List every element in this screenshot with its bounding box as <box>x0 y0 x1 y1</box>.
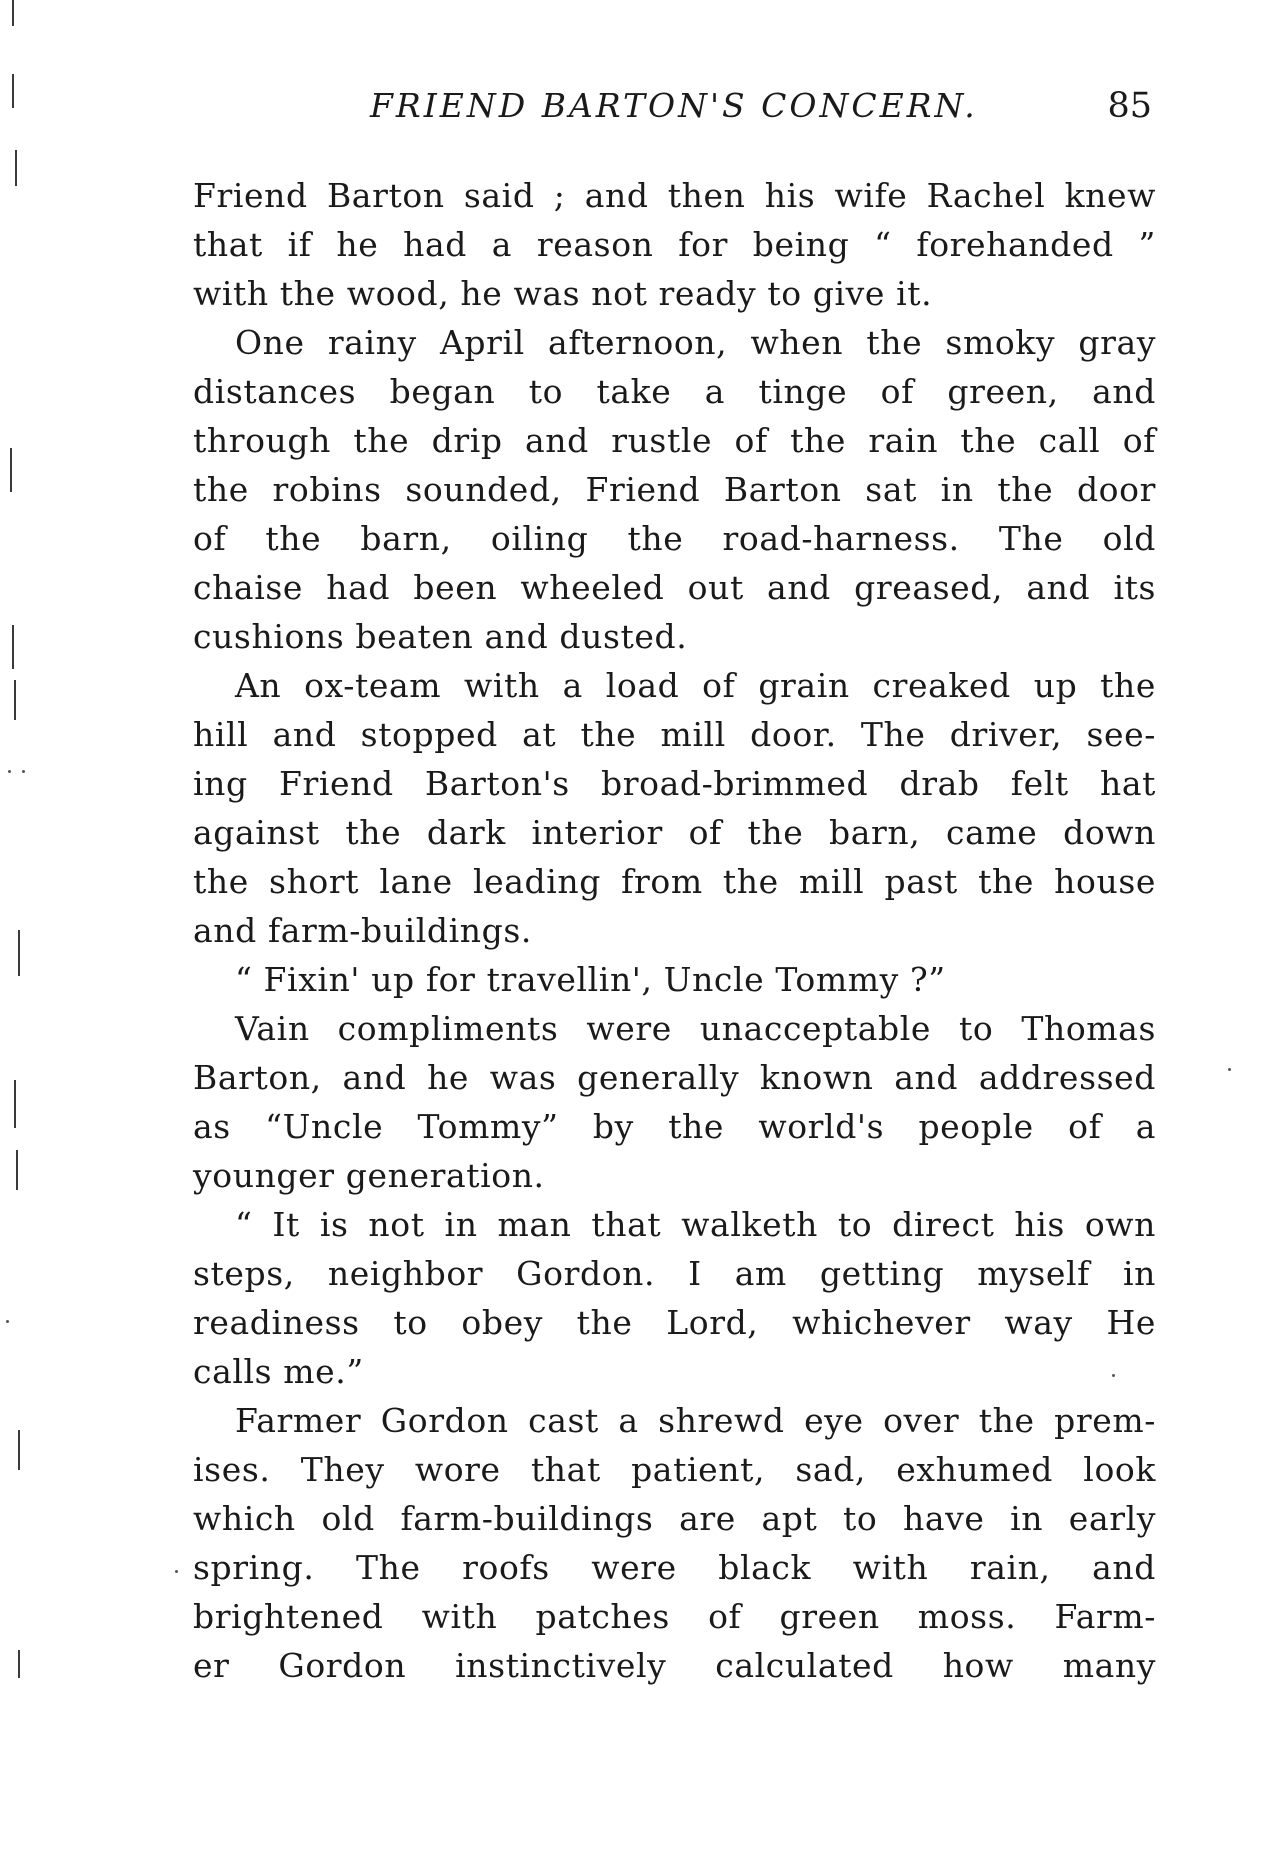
text-line: spring. The roofs were black with rain, and <box>193 1548 1156 1587</box>
text-line: against the dark interior of the barn, came down <box>193 813 1156 852</box>
text-line: steps, neighbor Gordon. I am getting myself in <box>193 1254 1156 1293</box>
text-line: An ox-team with a load of grain creaked up the <box>235 666 1156 705</box>
text-line: that if he had a reason for being “ forehanded ” <box>193 225 1156 264</box>
text-line: the robins sounded, Friend Barton sat in the door <box>193 470 1156 509</box>
text-line: younger generation. <box>193 1156 545 1195</box>
text-line: through the drip and rustle of the rain the call of <box>193 421 1156 460</box>
text-line: “ It is not in man that walketh to direct his own <box>235 1205 1156 1244</box>
body-text <box>193 171 1156 1690</box>
text-line: and farm-buildings. <box>193 911 533 950</box>
text-line: with the wood, he was not ready to give it. <box>193 274 933 313</box>
text-line: readiness to obey the Lord, whichever way He <box>193 1303 1156 1342</box>
text-line: er Gordon instinctively calculated how many <box>193 1646 1156 1685</box>
text-line: ises. They wore that patient, sad, exhumed look <box>193 1450 1156 1489</box>
dust-speck <box>175 1570 178 1573</box>
text-line: ing Friend Barton's broad-brimmed drab felt hat <box>193 764 1156 803</box>
gutter-scan-marks <box>0 0 40 1857</box>
dust-speck <box>1228 1068 1231 1071</box>
page-number: 85 <box>1107 86 1152 126</box>
text-line: Barton, and he was generally known and addressed <box>193 1058 1156 1097</box>
running-header <box>192 86 1162 136</box>
text-line: calls me.” <box>193 1352 364 1391</box>
text-line: hill and stopped at the mill door. The driver, see- <box>193 715 1156 754</box>
text-line: One rainy April afternoon, when the smoky gray <box>235 323 1156 362</box>
text-line: which old farm-buildings are apt to have in early <box>193 1499 1156 1538</box>
text-line: brightened with patches of green moss. Farm- <box>193 1597 1156 1636</box>
running-title: FRIEND BARTON'S CONCERN. <box>370 86 978 125</box>
text-line: cushions beaten and dusted. <box>193 617 688 656</box>
text-line: Friend Barton said ; and then his wife Rachel knew <box>193 176 1156 215</box>
text-line: of the barn, oiling the road-harness. The old <box>193 519 1156 558</box>
text-line: “ Fixin' up for travellin', Uncle Tommy ?” <box>235 960 946 999</box>
text-line: Vain compliments were unacceptable to Thomas <box>235 1009 1156 1048</box>
text-line: Farmer Gordon cast a shrewd eye over the prem- <box>235 1401 1156 1440</box>
text-line: the short lane leading from the mill past the house <box>193 862 1156 901</box>
text-line: distances began to take a tinge of green, and <box>193 372 1156 411</box>
text-line: as “Uncle Tommy” by the world's people of a <box>193 1107 1156 1146</box>
text-line: chaise had been wheeled out and greased, and its <box>193 568 1156 607</box>
